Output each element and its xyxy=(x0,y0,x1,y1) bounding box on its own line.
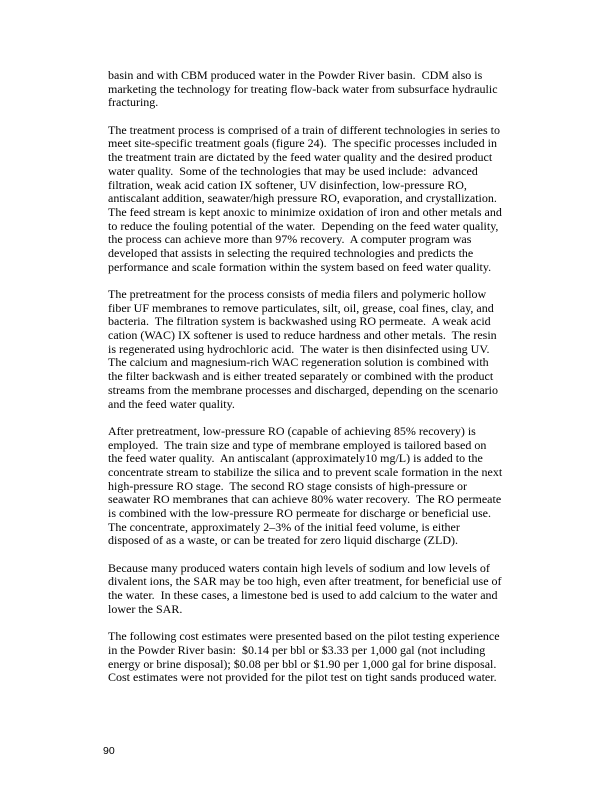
text-line: cation (WAC) IX softener is used to reduce hardness and other metals. The resin xyxy=(108,328,497,343)
text-line: antiscalant addition, seawater/high pressure RO, evaporation, and crystallization. xyxy=(108,191,497,206)
body-text xyxy=(108,69,512,685)
text-line: bacteria. The filtration system is backwashed using RO permeate. A weak acid xyxy=(108,314,491,329)
text-line: the treatment train are dictated by the feed water quality and the desired product xyxy=(108,150,493,165)
text-line: After pretreatment, low-pressure RO (capable of achieving 85% recovery) is xyxy=(108,423,476,438)
page-number: 90 xyxy=(103,745,115,757)
text-line: lower the SAR. xyxy=(108,601,183,616)
text-line: concentrate stream to stabilize the silica and to prevent scale formation in the next xyxy=(108,464,503,479)
text-line: developed that assists in selecting the required technologies and predicts the xyxy=(108,245,474,260)
text-line: The calcium and magnesium-rich WAC regeneration solution is combined with xyxy=(108,355,489,370)
text-line: divalent ions, the SAR may be too high, even after treatment, for beneficial use of xyxy=(108,574,502,589)
text-line: The feed stream is kept anoxic to minimize oxidation of iron and other metals and xyxy=(108,204,502,219)
text-line: Cost estimates were not provided for the pilot test on tight sands produced water. xyxy=(108,670,497,685)
text-line: in the Powder River basin: $0.14 per bbl or $3.33 per 1,000 gal (not including xyxy=(108,642,486,657)
paragraph xyxy=(108,425,512,548)
text-line: disposed of as a waste, or can be treated for zero liquid discharge (ZLD). xyxy=(108,533,458,548)
text-line: marketing the technology for treating flow-back water from subsurface hydraulic xyxy=(108,81,498,96)
text-line: The concentrate, approximately 2–3% of the initial feed volume, is either xyxy=(108,519,460,534)
text-line: The following cost estimates were presented based on the pilot testing experience xyxy=(108,629,500,644)
text-line: water quality. Some of the technologies that may be used include: advanced xyxy=(108,163,478,178)
text-line: and the feed water quality. xyxy=(108,396,235,411)
text-line: meet site-specific treatment goals (figure 24). The specific processes included in xyxy=(108,136,497,151)
text-line: employed. The train size and type of membrane employed is tailored based on xyxy=(108,437,487,452)
text-line: the feed water quality. An antiscalant (approximately10 mg/L) is added to the xyxy=(108,451,483,466)
text-line: the process can achieve more than 97% recovery. A computer program was xyxy=(108,232,472,247)
text-line: energy or brine disposal); $0.08 per bbl or $1.90 per 1,000 gal for brine disposal. xyxy=(108,656,497,671)
text-line: The pretreatment for the process consists of media filers and polymeric hollow xyxy=(108,287,487,301)
text-line: streams from the membrane processes and discharged, depending on the scenario xyxy=(108,382,498,397)
text-line: high-pressure RO stage. The second RO stage consists of high-pressure or xyxy=(108,478,468,493)
text-line: basin and with CBM produced water in the Powder River basin. CDM also is xyxy=(108,68,483,82)
text-line: the filter backwash and is either treated separately or combined with the product xyxy=(108,369,494,384)
text-line: seawater RO membranes that can achieve 80% water recovery. The RO permeate xyxy=(108,492,502,507)
text-line: is combined with the low-pressure RO permeate for discharge or beneficial use. xyxy=(108,506,491,520)
text-line: is regenerated using hydrochloric acid. The water is then disinfected using UV. xyxy=(108,341,490,356)
text-line: The treatment process is comprised of a train of different technologies in series to xyxy=(108,122,500,137)
text-line: fracturing. xyxy=(108,95,159,110)
text-line: filtration, weak acid cation IX softener, UV disinfection, low-pressure RO, xyxy=(108,177,467,192)
paragraph xyxy=(108,69,512,110)
text-line: to reduce the fouling potential of the water. Depending on the feed water quality, xyxy=(108,218,499,233)
text-line: Because many produced waters contain high levels of sodium and low levels of xyxy=(108,560,490,575)
paragraph xyxy=(108,562,512,617)
text-line: fiber UF membranes to remove particulates, silt, oil, grease, coal fines, clay, and xyxy=(108,300,494,315)
text-line: performance and scale formation within the system based on feed water quality. xyxy=(108,259,492,274)
paragraph xyxy=(108,630,512,685)
paragraph xyxy=(108,124,512,275)
paragraph xyxy=(108,288,512,411)
text-line: the water. In these cases, a limestone bed is used to add calcium to the water and xyxy=(108,588,498,603)
